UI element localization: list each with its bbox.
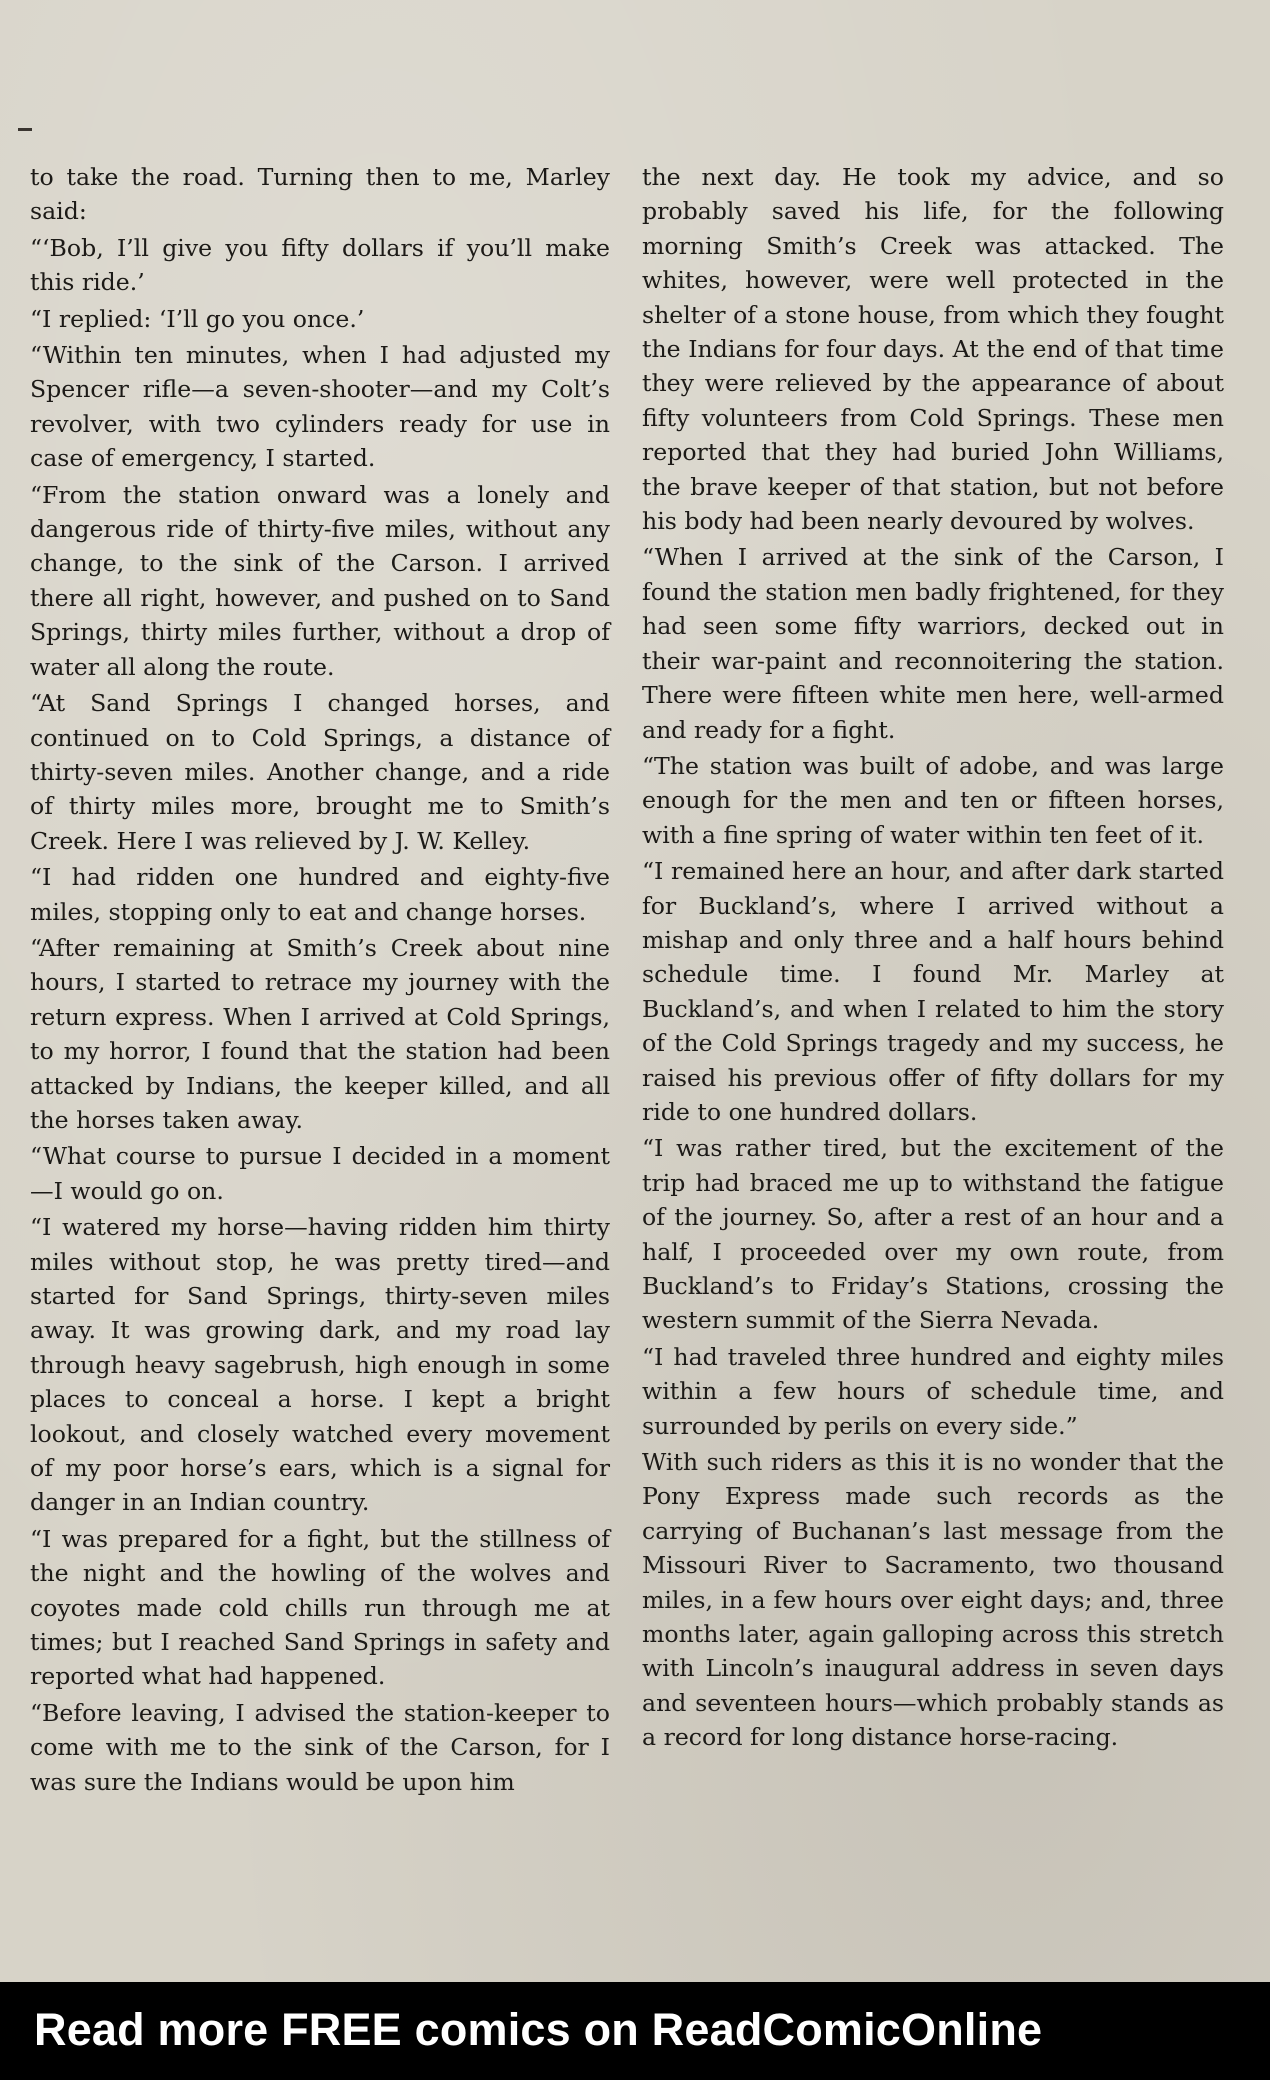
promo-banner[interactable]	[0, 1982, 1270, 2080]
paragraph: “I replied: ‘I’ll go you once.’	[30, 304, 365, 333]
paragraph: “I watered my horse—having ridden him thirty miles without stop, he was pretty tired—and started for Sand Springs, thirty-seven miles away. It was growing dark, and my road lay through heavy sagebrush, high enough in some places to conceal a horse. I kept a bright lookout, and closely watched every movement of my poor horse’s ears, which is a signal for danger in an Indian country.	[30, 1213, 610, 1517]
paragraph: “I had traveled three hundred and eighty miles within a few hours of schedule time, and surrounded by perils on every side.”	[642, 1342, 1224, 1440]
paragraph: “At Sand Springs I changed horses, and continued on to Cold Springs, a distance of thirty-seven miles. Another change, and a ride of thirty miles more, brought me to Smith’s Creek. Here I was relieved by J. W. Kelley.	[30, 689, 610, 855]
paragraph: “The station was built of adobe, and was large enough for the men and ten or fifteen horses, with a fine spring of water within ten feet of it.	[642, 751, 1224, 849]
page-edge-mark	[18, 128, 32, 131]
paragraph: “I remained here an hour, and after dark started for Buckland’s, where I arrived without a mishap and only three and a half hours behind schedule time. I found Mr. Marley at Buckland’s, and when I related to him the story of the Cold Springs tragedy and my success, he raised his previous offer of fifty dollars for my ride to one hundred dollars.	[642, 857, 1224, 1126]
paragraph: “‘Bob, I’ll give you fifty dollars if you’ll make this ride.’	[30, 233, 610, 297]
right-text-column	[642, 160, 1224, 1757]
left-text-column	[30, 160, 610, 1801]
paragraph: “When I arrived at the sink of the Carson, I found the station men badly frightened, for they had seen some fifty warriors, decked out in their war-paint and reconnoitering the station. There were fifteen white men here, well-armed and ready for a fight.	[642, 543, 1224, 744]
paragraph: “What course to pursue I decided in a moment—I would go on.	[30, 1142, 610, 1205]
paragraph: “I was prepared for a fight, but the stillness of the night and the howling of the wolves and coyotes made cold chills run through me at times; but I reached Sand Springs in safety and reported what had happened.	[30, 1524, 610, 1691]
promo-banner-text[interactable]: Read more FREE comics on ReadComicOnline	[34, 2004, 1043, 2055]
paragraph: to take the road. Turning then to me, Marley said:	[30, 163, 610, 226]
paragraph: “Before leaving, I advised the station-keeper to come with me to the sink of the Carson, for I was sure the Indians would be upon him	[30, 1698, 610, 1796]
paragraph: With such riders as this it is no wonder that the Pony Express made such records as the carrying of Buchanan’s last message from the Missouri River to Sacramento, two thousand miles, in a few hours over eight days; and, three months later, again galloping across this stretch with Lincoln’s inaugural address in seven days and seventeen hours—which probably stands as a record for long distance horse-racing.	[642, 1448, 1224, 1752]
paragraph: “After remaining at Smith’s Creek about nine hours, I started to retrace my journey with the return express. When I arrived at Cold Springs, to my horror, I found that the station had been attacked by Indians, the keeper killed, and all the horses taken away.	[30, 933, 610, 1134]
paragraph: “I had ridden one hundred and eighty-five miles, stopping only to eat and change horses.	[30, 863, 610, 926]
paragraph: “Within ten minutes, when I had adjusted my Spencer rifle—a seven-shooter—and my Colt’s revolver, with two cylinders ready for use in case of emergency, I started.	[30, 341, 610, 473]
paragraph: “I was rather tired, but the excitement of the trip had braced me up to withstand the fatigue of the journey. So, after a rest of an hour and a half, I proceeded over my own route, from Buckland’s to Friday’s Stations, crossing the western summit of the Sierra Nevada.	[642, 1134, 1224, 1335]
paragraph: the next day. He took my advice, and so probably saved his life, for the following morning Smith’s Creek was attacked. The whites, however, were well protected in the shelter of a stone house, from which they fought the Indians for four days. At the end of that time they were relieved by the appearance of about fifty volunteers from Cold Springs. These men reported that they had buried John Williams, the brave keeper of that station, but not before his body had been nearly devoured by wolves.	[642, 163, 1224, 536]
paragraph: “From the station onward was a lonely and dangerous ride of thirty-five miles, without any change, to the sink of the Carson. I arrived there all right, however, and pushed on to Sand Springs, thirty miles further, without a drop of water all along the route.	[30, 480, 610, 681]
